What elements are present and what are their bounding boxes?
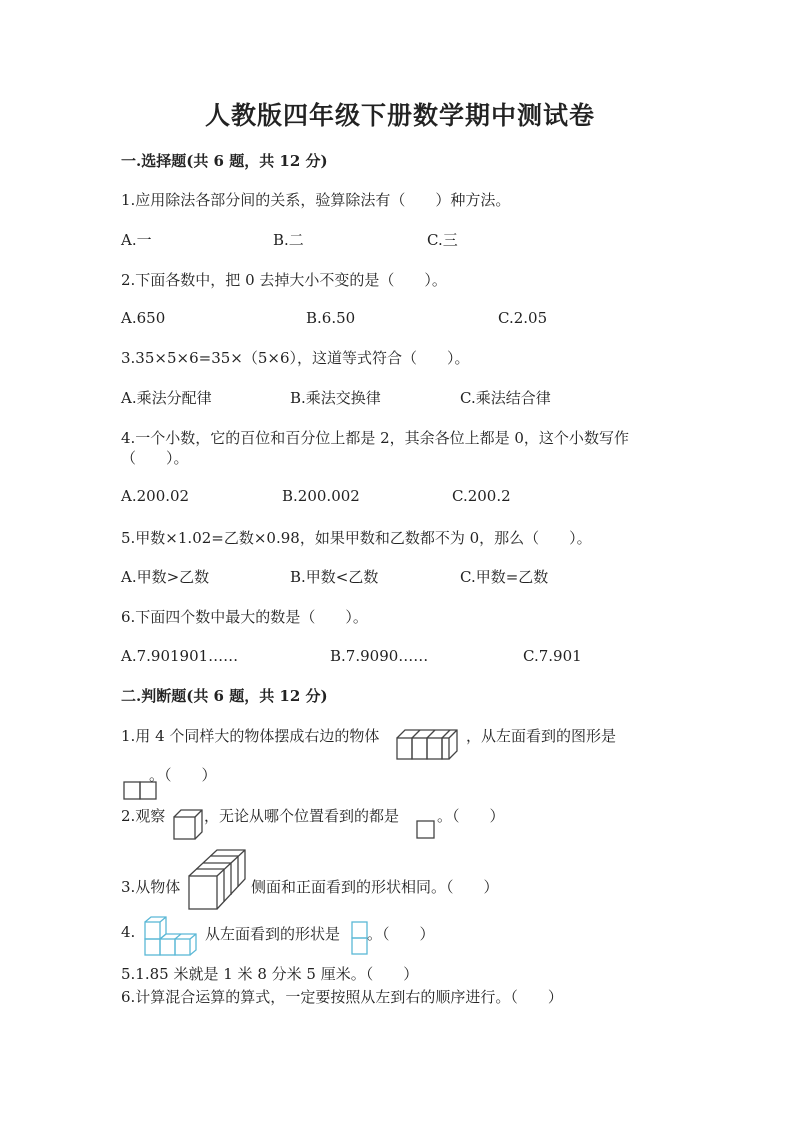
judgement-2-part-b: ，无论从哪个位置看到的都是 [204, 807, 400, 825]
section-heading-choice: 一.选择题(共 6 题，共 12 分) [121, 152, 328, 170]
q3-option-c: C.乘法结合律 [460, 389, 551, 407]
page-title: 人教版四年级下册数学期中测试卷 [204, 101, 595, 130]
single-square-view-figure [416, 820, 436, 840]
judgement-2-part-a: 2.观察 [121, 807, 166, 825]
q2-option-b: B.6.50 [306, 309, 356, 327]
q5-option-c: C.甲数=乙数 [460, 568, 549, 586]
q1-option-c: C.三 [427, 231, 458, 249]
question-3: 3.35×5×6=35×（5×6），这道等式符合（ ）。 [121, 349, 470, 367]
q6-option-a: A.7.901901…… [121, 647, 239, 665]
judgement-1-part-c: 。（ ） [149, 766, 217, 784]
judgement-1-part-b: ，从左面看到的图形是 [466, 727, 617, 745]
q3-option-a: A.乘法分配律 [121, 389, 212, 407]
q3-option-b: B.乘法交换律 [290, 389, 381, 407]
q4-option-c: C.200.2 [452, 487, 511, 505]
q4-option-b: B.200.002 [282, 487, 360, 505]
q2-option-a: A.650 [121, 309, 166, 327]
judgement-3-part-b: 侧面和正面看到的形状相同。（ ） [251, 878, 499, 896]
judgement-6: 6.计算混合运算的算式，一定要按照从左到右的顺序进行。（ ） [121, 988, 563, 1006]
q1-option-a: A.一 [121, 231, 152, 249]
q5-option-b: B.甲数<乙数 [290, 568, 379, 586]
q4-option-a: A.200.02 [121, 487, 190, 505]
q6-option-c: C.7.901 [523, 647, 582, 665]
single-cube-figure [172, 808, 204, 842]
question-2: 2.下面各数中，把 0 去掉大小不变的是（ ）。 [121, 271, 447, 289]
judgement-5: 5.1.85 米就是 1 米 8 分米 5 厘米。（ ） [121, 965, 419, 983]
stepped-cube-figure [188, 849, 250, 911]
judgement-4-part-b: 从左面看到的形状是 [205, 925, 341, 943]
blue-cube-stack-figure [143, 915, 201, 957]
four-cube-row-figure [396, 729, 466, 761]
question-5: 5.甲数×1.02=乙数×0.98，如果甲数和乙数都不为 0，那么（ ）。 [121, 529, 592, 547]
question-4-cont: （ ）。 [121, 449, 189, 467]
question-6: 6.下面四个数中最大的数是（ ）。 [121, 608, 368, 626]
q2-option-c: C.2.05 [498, 309, 548, 327]
section-heading-judgement: 二.判断题(共 6 题，共 12 分) [121, 687, 328, 705]
question-1: 1.应用除法各部分间的关系，验算除法有（ ）种方法。 [121, 191, 511, 209]
judgement-2-part-c: 。（ ） [437, 807, 505, 825]
q1-option-b: B.二 [273, 231, 304, 249]
judgement-3-part-a: 3.从物体 [121, 878, 181, 896]
q6-option-b: B.7.9090…… [330, 647, 429, 665]
q5-option-a: A.甲数>乙数 [121, 568, 210, 586]
judgement-1-part-a: 1.用 4 个同样大的物体摆成右边的物体 [121, 727, 380, 745]
question-4: 4.一个小数，它的百位和百分位上都是 2，其余各位上都是 0，这个小数写作 [121, 429, 629, 447]
judgement-4-part-c: 。（ ） [367, 925, 435, 943]
judgement-4-part-a: 4. [121, 923, 136, 941]
